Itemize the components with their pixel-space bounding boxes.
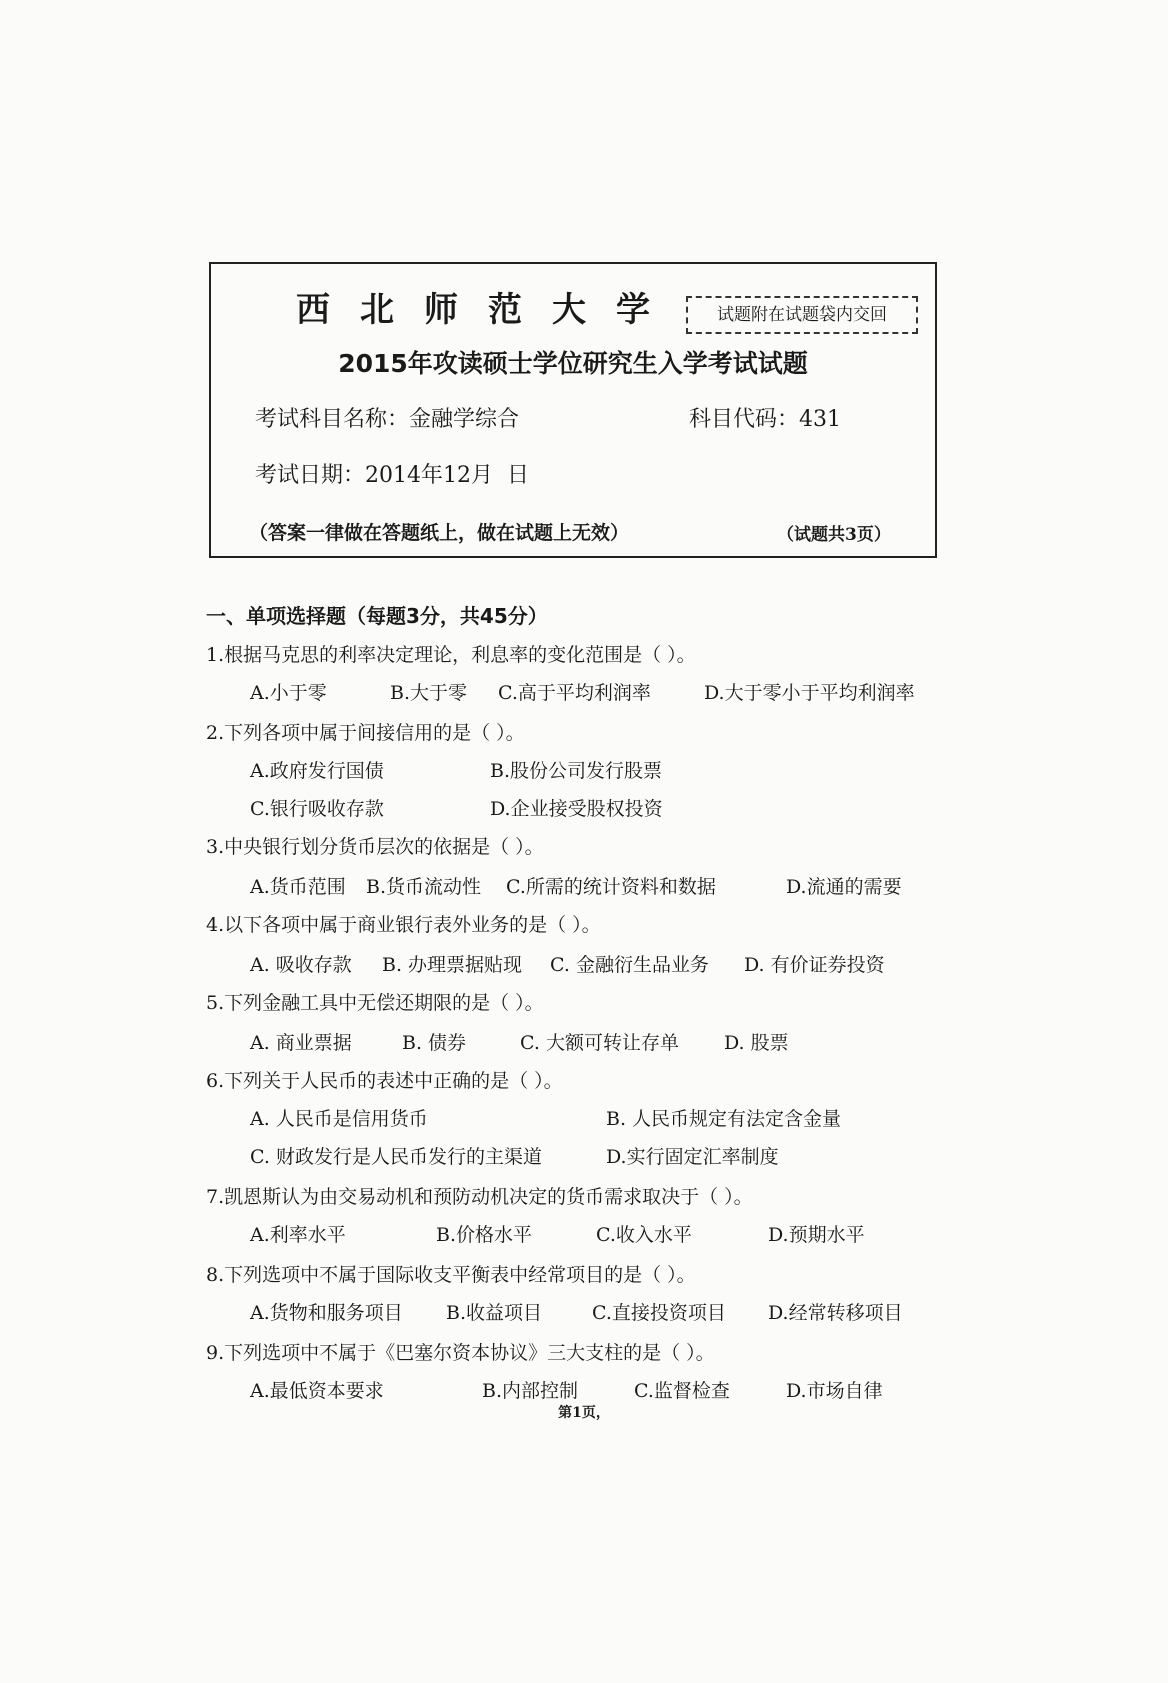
option: B.股份公司发行股票 [490, 760, 663, 782]
question-7: 7.凯恩斯认为由交易动机和预防动机决定的货币需求取决于（ ）。 [206, 1186, 753, 1208]
option: C.银行吸收存款 [250, 798, 384, 820]
subject-label: 考试科目名称： [255, 407, 410, 432]
option: A. 商业票据 [250, 1032, 352, 1054]
answer-note: （答案一律做在答题纸上，做在试题上无效） [249, 522, 630, 544]
option: D.大于零小于平均利润率 [704, 682, 915, 704]
pages-note: （试题共3页） [777, 525, 891, 545]
options-9 [250, 1376, 883, 1403]
option: B.内部控制 [482, 1380, 579, 1402]
option: B.货币流动性 [366, 876, 482, 898]
code-row [689, 402, 841, 433]
option: A.利率水平 [250, 1224, 346, 1246]
option: A.政府发行国债 [250, 760, 384, 782]
exam-title: 2015年攻读硕士学位研究生入学考试试题 [338, 349, 808, 378]
option: C. 财政发行是人民币发行的主渠道 [250, 1146, 542, 1168]
option: A. 人民币是信用货币 [250, 1108, 428, 1130]
question-8: 8.下列选项中不属于国际收支平衡表中经常项目的是（ ）。 [206, 1264, 696, 1286]
subject-row [255, 402, 519, 433]
date-label: 考试日期： [255, 463, 366, 488]
subject-value: 金融学综合 [409, 407, 520, 432]
question-6: 6.下列关于人民币的表述中正确的是（ ）。 [206, 1070, 563, 1092]
option: D.流通的需要 [786, 876, 902, 898]
section-title: 一、单项选择题（每题3分，共45分） [206, 604, 548, 628]
option: B. 人民币规定有法定含金量 [606, 1108, 842, 1130]
question-9: 9.下列选项中不属于《巴塞尔资本协议》三大支柱的是（ ）。 [206, 1342, 715, 1364]
question-5: 5.下列金融工具中无偿还期限的是（ ）。 [206, 992, 544, 1014]
options-6b [250, 1142, 779, 1169]
options-4 [250, 950, 885, 977]
option: D.实行固定汇率制度 [606, 1146, 779, 1168]
question-4: 4.以下各项中属于商业银行表外业务的是（ ）。 [206, 914, 601, 936]
university-name: 西北师范大学 [296, 290, 680, 330]
return-notice: 试题附在试题袋内交回 [686, 296, 918, 334]
options-5 [250, 1028, 789, 1055]
code-label: 科目代码： [689, 407, 800, 432]
options-6 [250, 1104, 841, 1131]
option: C.监督检查 [634, 1380, 730, 1402]
option: C. 大额可转让存单 [520, 1032, 679, 1054]
options-2b [250, 794, 663, 821]
option: C. 金融衍生品业务 [550, 954, 709, 976]
option: B. 债券 [402, 1032, 467, 1054]
option: A.最低资本要求 [250, 1380, 384, 1402]
question-3: 3.中央银行划分货币层次的依据是（ ）。 [206, 836, 544, 858]
header-box [209, 262, 937, 558]
option: B. 办理票据贴现 [382, 954, 523, 976]
question-2: 2.下列各项中属于间接信用的是（ ）。 [206, 722, 525, 744]
options-3 [250, 872, 902, 899]
option: C.直接投资项目 [592, 1302, 726, 1324]
question-1: 1.根据马克思的利率决定理论，利息率的变化范围是（ ）。 [206, 644, 696, 666]
option: B.价格水平 [436, 1224, 533, 1246]
option: B.大于零 [390, 682, 468, 704]
page-number: 第1页， [558, 1405, 610, 1421]
options-7 [250, 1220, 865, 1247]
option: A. 吸收存款 [250, 954, 352, 976]
option: A.货物和服务项目 [250, 1302, 403, 1324]
option: B.收益项目 [446, 1302, 543, 1324]
option: D.市场自律 [786, 1380, 883, 1402]
options-2 [250, 756, 662, 783]
option: D.预期水平 [768, 1224, 865, 1246]
date-row [255, 458, 529, 489]
option: D. 股票 [724, 1032, 789, 1054]
options-8 [250, 1298, 903, 1325]
option: D.经常转移项目 [768, 1302, 903, 1324]
option: C.所需的统计资料和数据 [506, 876, 716, 898]
option: D. 有价证券投资 [744, 954, 885, 976]
option: A.小于零 [250, 682, 327, 704]
option: C.高于平均利润率 [498, 682, 651, 704]
options-1 [250, 678, 915, 705]
option: D.企业接受股权投资 [490, 798, 663, 820]
option: A.货币范围 [250, 876, 346, 898]
option: C.收入水平 [596, 1224, 692, 1246]
date-value: 2014年12月 日 [365, 463, 529, 488]
code-value: 431 [799, 407, 842, 432]
